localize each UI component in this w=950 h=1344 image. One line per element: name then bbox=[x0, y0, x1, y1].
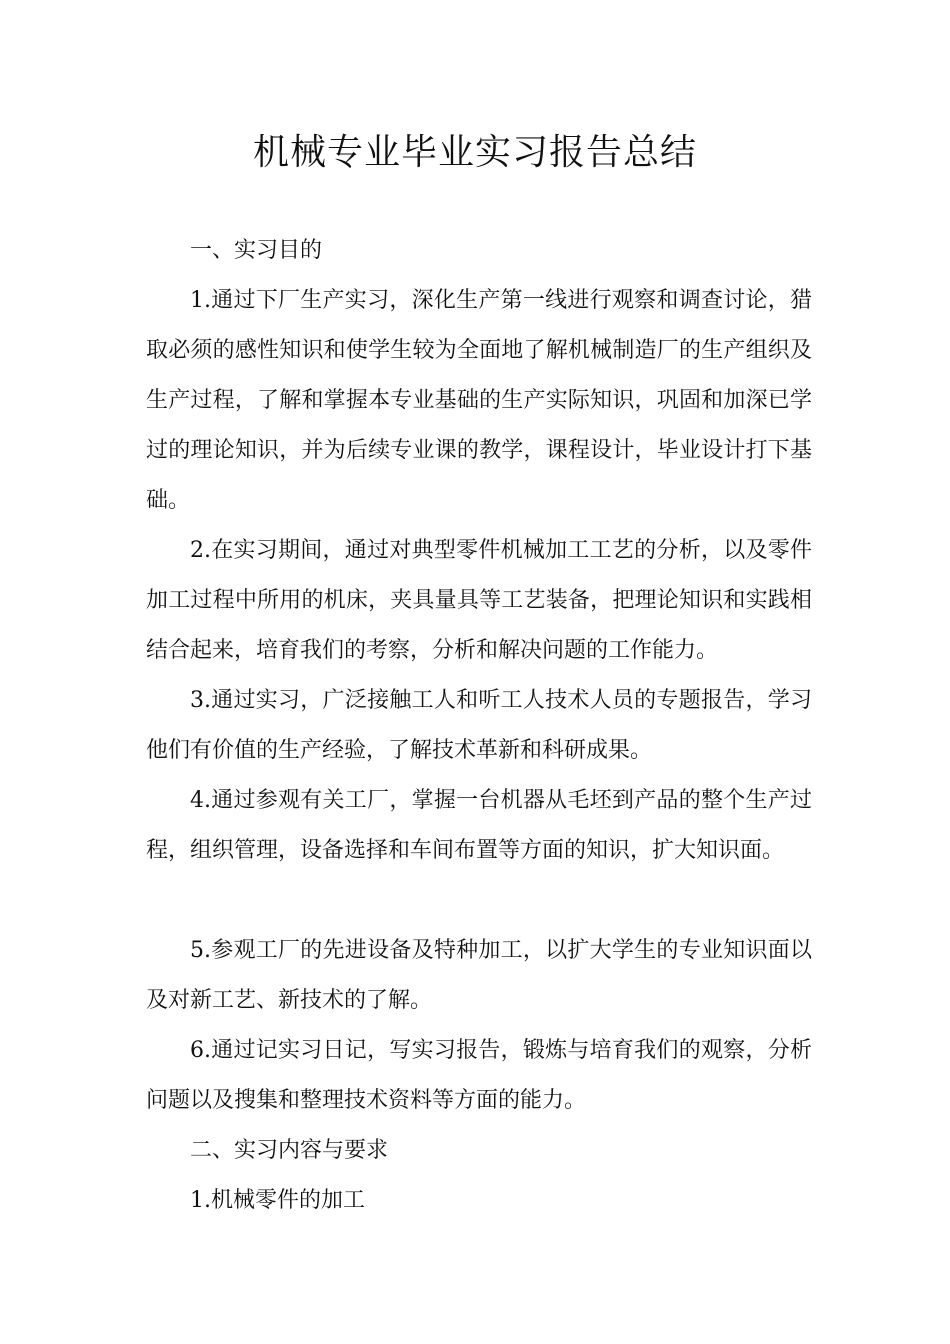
paragraph-1: 1.通过下厂生产实习，深化生产第一线进行观察和调查讨论，猎取必须的感性知识和使学生较为全面地了解机械制造厂的生产组织及生产过程，了解和掌握本专业基础的生产实际知识，巩固和加深已学过的理论知识，并为后续专业课的教学，课程设计，毕业设计打下基础。 bbox=[146, 288, 812, 513]
paragraph-3: 3.通过实习，广泛接触工人和听工人技术人员的专题报告，学习他们有价值的生产经验，了解技术革新和科研成果。 bbox=[146, 688, 812, 763]
paragraph-6: 6.通过记实习日记，写实习报告，锻炼与培育我们的观察，分析问题以及搜集和整理技术资料等方面的能力。 bbox=[146, 1038, 812, 1113]
document-title: 机械专业毕业实习报告总结 bbox=[252, 132, 697, 173]
section-heading-purpose: 一、实习目的 bbox=[190, 238, 323, 263]
subsection-heading-parts-machining: 1.机械零件的加工 bbox=[190, 1188, 365, 1213]
document-body bbox=[146, 226, 812, 1226]
section-heading-content: 二、实习内容与要求 bbox=[190, 1138, 389, 1163]
paragraph-2: 2.在实习期间，通过对典型零件机械加工工艺的分析，以及零件加工过程中所用的机床，夹具量具等工艺装备，把理论知识和实践相结合起来，培育我们的考察，分析和解决问题的工作能力。 bbox=[146, 538, 812, 663]
paragraph-4: 4.通过参观有关工厂，掌握一台机器从毛坯到产品的整个生产过程，组织管理，设备选择和车间布置等方面的知识，扩大知识面。 bbox=[146, 788, 812, 863]
paragraph-5: 5.参观工厂的先进设备及特种加工，以扩大学生的专业知识面以及对新工艺、新技术的了解。 bbox=[146, 938, 812, 1013]
